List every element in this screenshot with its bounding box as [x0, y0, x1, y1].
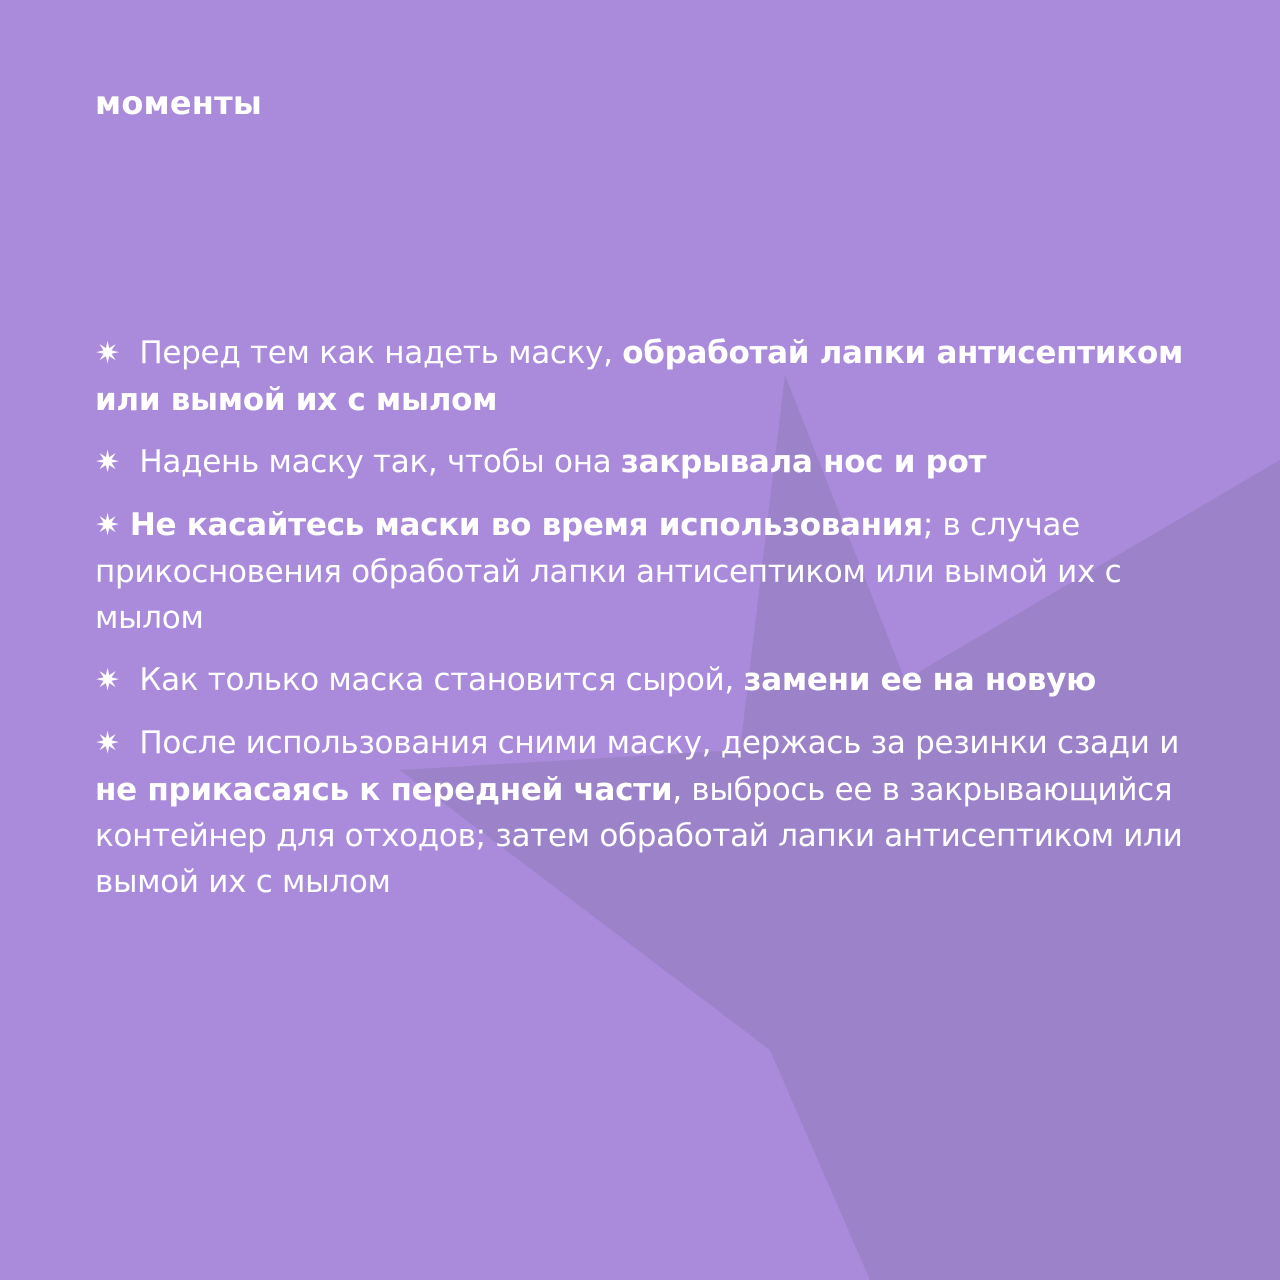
item-bold-text: обработай лапки антисептиком или вымой их с мылом — [95, 335, 1184, 418]
item-text: ; в случае прикосновения обработай лапки антисептиком или вымой их с мылом — [95, 507, 1122, 636]
list-item — [95, 439, 1205, 486]
star-bullet-icon: ✷ — [95, 726, 120, 761]
item-bold-text: замени ее на новую — [743, 662, 1096, 698]
item-bold-text: не прикасаясь к передней части — [95, 772, 673, 808]
list-item — [95, 657, 1205, 704]
star-bullet-icon: ✷ — [95, 336, 120, 371]
instructions-list — [95, 330, 1205, 921]
item-text: Перед тем как надеть маску, — [129, 335, 623, 371]
item-bold-text: закрывала нос и рот — [620, 444, 987, 480]
item-bold-text: Не касайтесь маски во время использования — [129, 507, 923, 543]
item-text: Надень маску так, чтобы она — [129, 444, 621, 480]
item-text: После использования сними маску, держась за резинки сзади и — [129, 725, 1180, 761]
star-bullet-icon: ✷ — [95, 508, 120, 543]
list-item — [95, 330, 1205, 423]
star-bullet-icon: ✷ — [95, 663, 120, 698]
item-text: Как только маска становится сырой, — [129, 662, 744, 698]
list-item — [95, 502, 1205, 641]
list-item — [95, 720, 1205, 905]
page-heading: моменты — [95, 84, 262, 122]
star-bullet-icon: ✷ — [95, 445, 120, 480]
item-text: , выбрось ее в закрывающийся контейнер для отходов; затем обработай лапки антисептиком или вымой их с мылом — [95, 772, 1183, 900]
